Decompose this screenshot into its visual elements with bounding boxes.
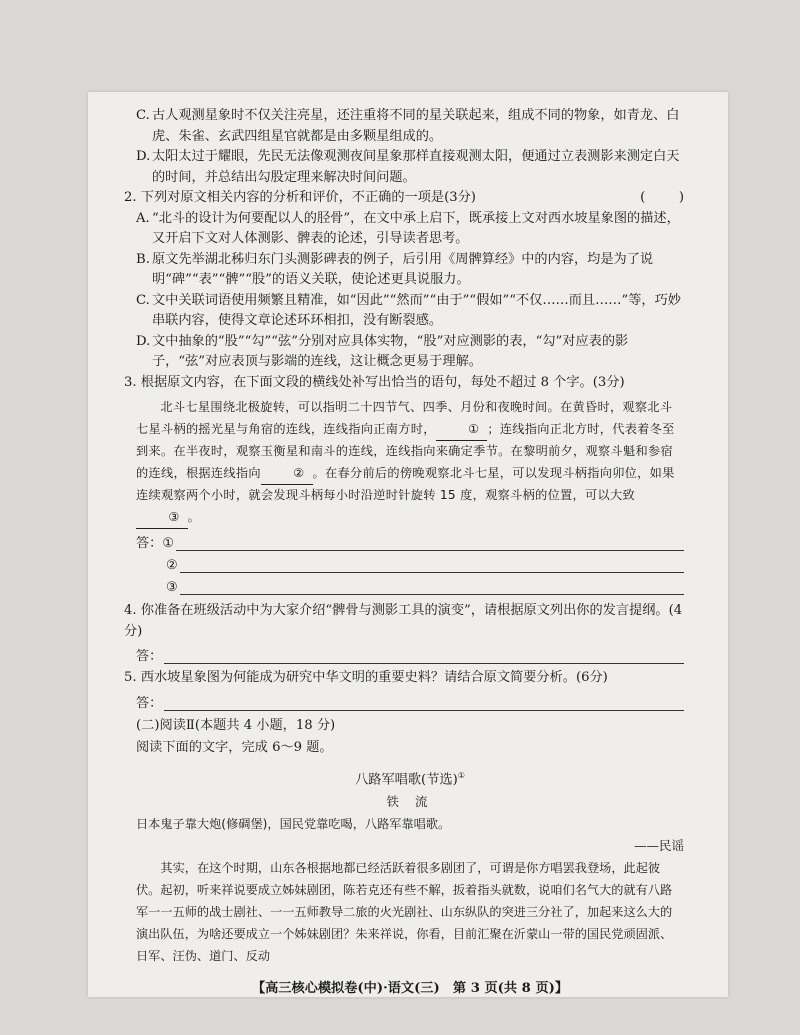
q3-passage — [136, 397, 684, 529]
answer-prefix: 答： — [136, 695, 163, 711]
q2-option-d — [136, 332, 684, 373]
q2-option-c — [136, 291, 684, 332]
answer-rule[interactable] — [176, 536, 684, 551]
option-label: D. — [136, 149, 151, 164]
q3-answer-line-1[interactable] — [136, 529, 684, 551]
answer-mark-2: ② — [166, 558, 178, 573]
q4-stem: 4. 你准备在班级活动中为大家介绍“髀骨与测影工具的演变”，请根据原文列出你的发言提纲。(4分) — [124, 603, 683, 639]
answer-rule[interactable] — [180, 558, 684, 573]
q3-answer-line-3[interactable] — [136, 573, 684, 595]
option-label: D. — [136, 333, 151, 349]
option-text: 太阳太过于耀眼，先民无法像观测夜间星象那样直接观测太阳，便通过立表测影来测定白天的时间，并总结出勾股定理来解决时间问题。 — [152, 149, 680, 185]
answer-mark-1: ① — [162, 536, 175, 551]
answer-rule[interactable] — [164, 696, 684, 711]
blank-3[interactable]: ③ — [136, 507, 188, 530]
answer-mark-3: ③ — [166, 580, 178, 595]
q1-option-d — [136, 147, 684, 188]
passage-part-1: 北斗七星围绕北极旋转，可以指明二十四节气、四季、月份和夜晚时间。在黄昏时，观察北斗七星斗柄的摇光星与角宿的连线，连线指向正南方时， — [136, 400, 673, 436]
answer-prefix: 答： — [136, 536, 163, 551]
option-label: B. — [136, 251, 150, 267]
q4-answer-line[interactable] — [136, 642, 684, 664]
option-label: A. — [136, 210, 150, 226]
answer-bracket[interactable]: ( ) — [640, 190, 684, 205]
q3-stem: 3. 根据原文内容，在下面文段的横线处补写出恰当的语句，每处不超过 8 个字。(3分) — [124, 374, 625, 390]
answer-rule[interactable] — [180, 580, 684, 595]
blank-2[interactable]: ② — [261, 463, 313, 486]
q2-stem — [124, 188, 684, 209]
option-text: 古人观测星象时不仅关注亮星，还注重将不同的星关联起来，组成不同的物象，如青龙、白虎、朱雀、玄武四组星官就都是由多颗星组成的。 — [152, 108, 680, 144]
answer-prefix: 答： — [136, 649, 163, 664]
question-stem: 2. 下列对原文相关内容的分析和评价，不正确的一项是(3分) — [124, 190, 476, 205]
option-label: C. — [136, 292, 150, 308]
q5-stem: 5. 西水坡星象图为何能成为研究中华文明的重要史料？请结合原文简要分析。(6分) — [124, 670, 608, 685]
section-heading: (二)阅读Ⅱ(本题共 4 小题，18 分) — [136, 717, 336, 733]
q2-option-a — [136, 209, 684, 250]
article-author: 铁 流 — [386, 793, 434, 809]
option-label: C. — [136, 108, 150, 123]
q5-answer-line[interactable] — [136, 689, 684, 711]
passage-part-4: 。 — [187, 509, 201, 524]
article-title — [136, 765, 684, 791]
page-footer: 【高三核心模拟卷(中)·语文(三) 第 3 页(共 8 页)】 — [251, 980, 569, 996]
option-text: 原文先举湖北秭归东门头测影碑表的例子，后引用《周髀算经》中的内容，均是为了说明“碑”“表”“髀”“股”的语义关联，使论述更具说服力。 — [152, 251, 654, 287]
title-footnote-mark: ① — [457, 770, 465, 780]
option-text: 文中抽象的“股”“勾”“弦”分别对应具体实物，“股”对应测影的表，“勾”对应表的影子，“弦”对应表顶与影端的连线，这让概念更易于理解。 — [152, 333, 629, 369]
article-title-text: 八路军唱歌(节选) — [355, 771, 458, 787]
q2-option-b — [136, 250, 684, 291]
exam-page — [88, 92, 728, 997]
epigraph-source: ——民谣 — [633, 837, 684, 853]
article-body: 其实，在这个时期，山东各根据地都已经活跃着很多剧团了，可谓是你方唱罢我登场，此起彼伏。起初，听来祥说要成立姊妹剧团，陈若克还有些不解，扳着指头就数，说咱们名气大的就有八路军一一五师的战士剧社、一一五师教导二旅的火光剧社、山东纵队的突进三分社了，加起来这么大的演出队伍，为啥还要成立一个姊妹剧团？朱来祥说，你看，目前汇聚在沂蒙山一带的国民党顽固派、日军、汪伪、道门、反动 — [136, 860, 673, 963]
section-instruction: 阅读下面的文字，完成 6～9 题。 — [136, 739, 333, 755]
blank-1[interactable]: ① — [436, 419, 488, 442]
answer-rule[interactable] — [164, 649, 684, 664]
article-epigraph: 日本鬼子靠大炮(修碉堡)，国民党靠吃喝，八路军靠唱歌。 — [136, 816, 451, 831]
q1-option-c — [136, 106, 684, 147]
passage-part-3: 。在春分前后的傍晚观察北斗七星，可以发现斗柄指向卯位，如果连续观察两个小时，就会发现斗柄每小时沿逆时针旋转 15 度，观察斗柄的位置，可以大致 — [136, 465, 675, 502]
option-text: 文中关联词语使用频繁且精准，如“因此”“然而”“由于”“假如”“不仅……而且……”等，巧妙串联内容，使得文章论述环环相扣，没有断裂感。 — [152, 292, 681, 328]
option-text: “北斗的设计为何要配以人的胫骨”，在文中承上启下，既承接上文对西水坡星象图的描述，又开启下文对人体测影、髀表的论述，引导读者思考。 — [152, 210, 680, 246]
q3-answer-line-2[interactable] — [136, 551, 684, 573]
page-content — [124, 106, 684, 996]
passage-part-2: ；连线指向正北方时，代表着冬至到来。在半夜时，观察玉衡星和南斗的连线，连线指向来确定季节。在黎明前夕，观察斗魁和参宿的连线，根据连线指向 — [136, 421, 675, 480]
